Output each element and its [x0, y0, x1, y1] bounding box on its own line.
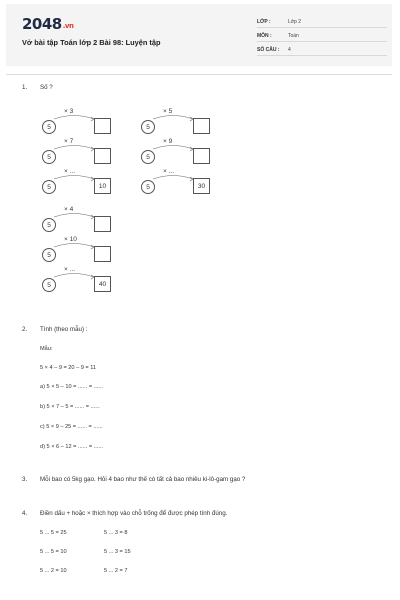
answer-box[interactable]: 30 — [193, 178, 210, 194]
start-number-circle: 5 — [42, 150, 56, 164]
q2-sample: 5 × 4 – 9 = 20 – 9 = 11 — [40, 365, 97, 371]
q2-line-a: a) 5 × 5 – 10 = ...... = ...... — [40, 384, 103, 390]
q4-left-2: 5 ... 5 = 10 — [40, 549, 67, 555]
site-logo[interactable]: 2048.vn — [22, 15, 74, 33]
q4-number: 4. — [22, 510, 28, 517]
header-divider — [6, 74, 392, 75]
q1-item — [42, 266, 122, 298]
q1-item — [141, 108, 221, 140]
start-number-circle: 5 — [42, 120, 56, 134]
page-title: Vở bài tập Toán lớp 2 Bài 98: Luyện tập — [22, 38, 161, 47]
start-number-circle: 5 — [141, 150, 155, 164]
q2-sample-label: Mẫu: — [40, 346, 53, 352]
answer-box[interactable] — [193, 148, 210, 164]
q1-item — [42, 168, 122, 200]
q2-line-b: b) 5 × 7 – 5 = ...... = ...... — [40, 404, 100, 410]
q1-item — [42, 206, 122, 238]
answer-box[interactable] — [94, 118, 111, 134]
start-number-circle: 5 — [42, 278, 56, 292]
answer-box[interactable] — [193, 118, 210, 134]
answer-box[interactable] — [94, 148, 111, 164]
q3-prompt: Mỗi bao có 5kg gạo. Hỏi 4 bao như thế có tất cả bao nhiêu ki-lô-gam gạo ? — [40, 476, 246, 483]
q1-prompt: Số ? — [40, 84, 53, 91]
header — [6, 4, 392, 66]
q1-item — [42, 138, 122, 170]
operation-label: × 4 — [64, 206, 74, 213]
q4-prompt: Điền dấu + hoặc × thích hợp vào chỗ trống để được phép tính đúng. — [40, 510, 228, 517]
operation-label: × 5 — [163, 108, 173, 115]
answer-box[interactable] — [94, 246, 111, 262]
operation-label: × 7 — [64, 138, 74, 145]
operation-label: × ... — [163, 168, 175, 175]
q2-number: 2. — [22, 326, 28, 333]
answer-box[interactable]: 10 — [94, 178, 111, 194]
start-number-circle: 5 — [141, 180, 155, 194]
q1-item — [42, 236, 122, 268]
q2-line-c: c) 5 × 9 – 25 = ...... = ...... — [40, 424, 103, 430]
answer-box[interactable] — [94, 216, 111, 232]
worksheet-page — [6, 4, 392, 596]
operation-label: × ... — [64, 168, 76, 175]
start-number-circle: 5 — [42, 248, 56, 262]
operation-label: × 3 — [64, 108, 74, 115]
operation-label: × 9 — [163, 138, 173, 145]
q2-line-d: d) 5 × 6 – 12 = ...... = ...... — [40, 444, 103, 450]
operation-label: × 10 — [64, 236, 77, 243]
meta-question-count: SỐ CÂU : 4 — [257, 44, 387, 56]
q1-item — [141, 168, 221, 200]
start-number-circle: 5 — [42, 218, 56, 232]
q1-item — [42, 108, 122, 140]
meta-subject: MÔN : Toán — [257, 30, 387, 42]
operation-label: × ... — [64, 266, 76, 273]
q4-right-3: 5 ... 2 = 7 — [104, 568, 128, 574]
start-number-circle: 5 — [141, 120, 155, 134]
q3-number: 3. — [22, 476, 28, 483]
q1-item — [141, 138, 221, 170]
meta-class: LỚP : Lớp 2 — [257, 16, 387, 28]
answer-box[interactable]: 40 — [94, 276, 111, 292]
start-number-circle: 5 — [42, 180, 56, 194]
q2-prompt: Tính (theo mẫu) : — [40, 326, 88, 333]
q4-right-1: 5 ... 3 = 8 — [104, 530, 128, 536]
q4-right-2: 5 ... 3 = 15 — [104, 549, 131, 555]
q1-number: 1. — [22, 84, 28, 91]
q4-left-3: 5 ... 2 = 10 — [40, 568, 67, 574]
q4-left-1: 5 ... 5 = 25 — [40, 530, 67, 536]
